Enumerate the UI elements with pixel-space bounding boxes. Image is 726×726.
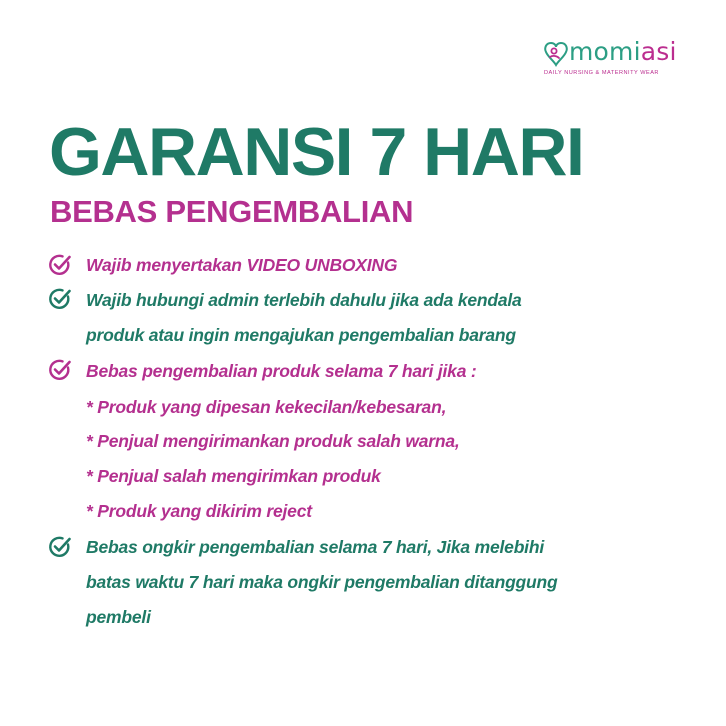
check-circle-icon xyxy=(48,253,72,277)
brand-name-part1: momi xyxy=(569,37,641,66)
item-2-line-1: Wajib hubungi admin terlebih dahulu jika ada kendala xyxy=(86,290,522,310)
brand-name-part2: asi xyxy=(640,37,677,66)
mother-baby-icon xyxy=(542,40,570,68)
item-4-line-2: batas waktu 7 hari maka ongkir pengembalian ditanggung xyxy=(86,572,558,592)
check-circle-icon xyxy=(48,358,72,382)
check-circle-icon xyxy=(48,287,72,311)
brand-wordmark xyxy=(569,37,677,67)
item-3-sub-3: * Penjual salah mengirimkan produk xyxy=(86,466,381,486)
page-subtitle: BEBAS PENGEMBALIAN xyxy=(50,194,414,229)
brand-tagline: DAILY NURSING & MATERNITY WEAR xyxy=(544,70,659,76)
page-title: GARANSI 7 HARI xyxy=(49,114,584,190)
item-2-line-2: produk atau ingin mengajukan pengembalian barang xyxy=(86,325,516,345)
brand-logo xyxy=(542,37,682,84)
check-circle-icon xyxy=(48,535,72,559)
item-4-line-3: pembeli xyxy=(86,607,151,627)
item-3-sub-1: * Produk yang dipesan kekecilan/kebesaran, xyxy=(86,397,447,417)
item-3-line-1: Bebas pengembalian produk selama 7 hari jika : xyxy=(86,361,477,381)
item-3-sub-4: * Produk yang dikirim reject xyxy=(86,501,312,521)
item-3-sub-2: * Penjual mengirimankan produk salah warna, xyxy=(86,431,460,451)
item-4-line-1: Bebas ongkir pengembalian selama 7 hari, Jika melebihi xyxy=(86,537,544,557)
item-1-line-1: Wajib menyertakan VIDEO UNBOXING xyxy=(86,255,398,275)
